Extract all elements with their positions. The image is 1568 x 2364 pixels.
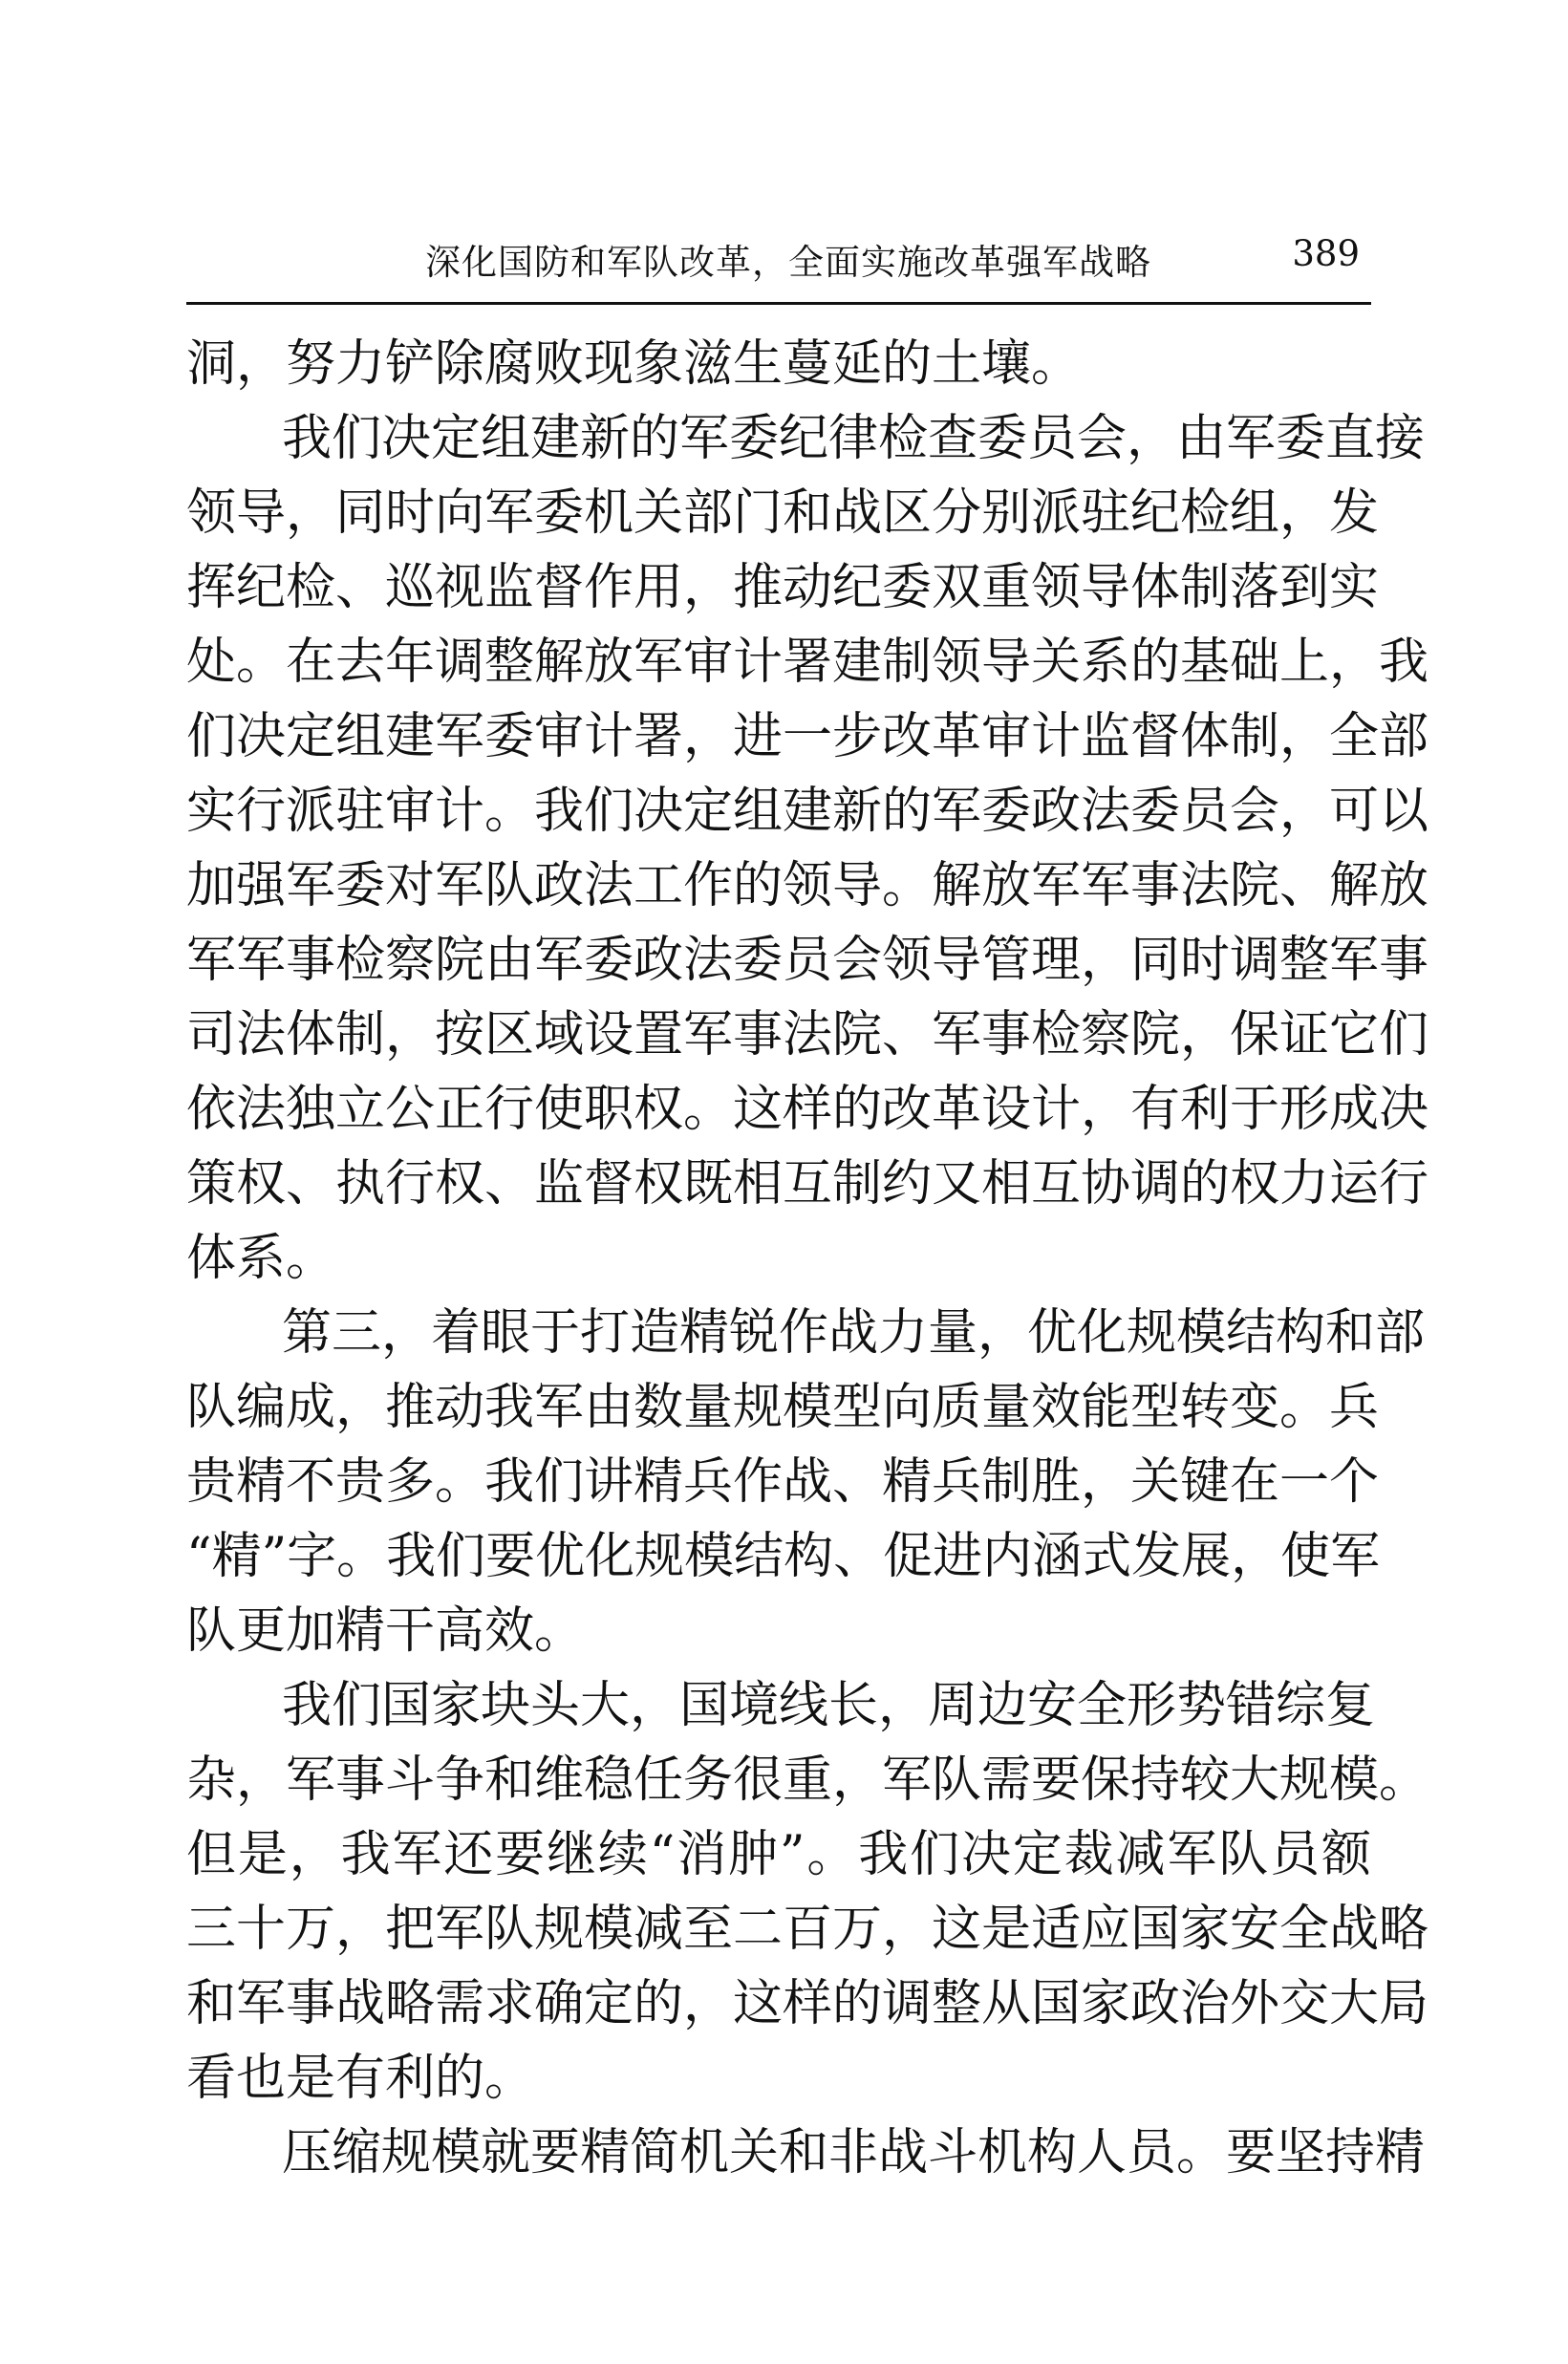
text-line: 们决定组建军委审计署，进一步改革审计监督体制，全部 <box>186 708 1429 765</box>
text-line: 加强军委对军队政法工作的领导。解放军军事法院、解放 <box>186 857 1429 914</box>
text-line: 我们决定组建新的军委纪律检查委员会，由军委直接 <box>282 410 1426 467</box>
text-line: 实行派驻审计。我们决定组建新的军委政法委员会，可以 <box>186 783 1429 840</box>
text-line: 依法独立公正行使职权。这样的改革设计，有利于形成决 <box>186 1081 1429 1138</box>
text-line: 和军事战略需求确定的，这样的调整从国家政治外交大局 <box>186 1975 1429 2032</box>
text-line: “精”字。我们要优化规模结构、促进内涵式发展，使军 <box>186 1528 1381 1585</box>
text-line: 挥纪检、巡视监督作用，推动纪委双重领导体制落到实 <box>186 559 1380 616</box>
text-line: 看也是有利的。 <box>186 2050 535 2107</box>
text-line: 策权、执行权、监督权既相互制约又相互协调的权力运行 <box>186 1155 1429 1213</box>
page-number: 389 <box>1292 233 1360 274</box>
text-line: 领导，同时向军委机关部门和战区分别派驻纪检组，发 <box>186 484 1380 542</box>
text-line: 队更加精干高效。 <box>186 1602 585 1660</box>
text-line: 但是，我军还要继续“消肿”。我们决定裁减军队员额 <box>186 1826 1371 1883</box>
text-line: 处。在去年调整解放军审计署建制领导关系的基础上，我 <box>186 634 1429 691</box>
text-line: 军军事检察院由军委政法委员会领导管理，同时调整军事 <box>186 932 1429 989</box>
text-line: 杂，军事斗争和维稳任务很重，军队需要保持较大规模。 <box>186 1752 1429 1809</box>
text-line: 贵精不贵多。我们讲精兵作战、精兵制胜，关键在一个 <box>186 1453 1380 1511</box>
text-line: 三十万，把军队规模减至二百万，这是适应国家安全战略 <box>186 1901 1429 1958</box>
text-line: 洞，努力铲除腐败现象滋生蔓延的土壤。 <box>186 335 1082 393</box>
running-header <box>186 226 1371 302</box>
header-rule <box>186 302 1371 305</box>
text-line: 我们国家块头大，国境线长，周边安全形势错综复 <box>282 1677 1376 1734</box>
body-text <box>186 327 1429 2190</box>
text-line: 司法体制，按区域设置军事法院、军事检察院，保证它们 <box>186 1006 1429 1064</box>
text-line: 压缩规模就要精简机关和非战斗机构人员。要坚持精 <box>282 2124 1426 2181</box>
text-line: 第三，着眼于打造精锐作战力量，优化规模结构和部 <box>282 1304 1426 1362</box>
running-title: 深化国防和军队改革，全面实施改革强军战略 <box>425 242 1151 283</box>
text-line: 体系。 <box>186 1230 336 1287</box>
text-line: 队编成，推动我军由数量规模型向质量效能型转变。兵 <box>186 1379 1380 1436</box>
